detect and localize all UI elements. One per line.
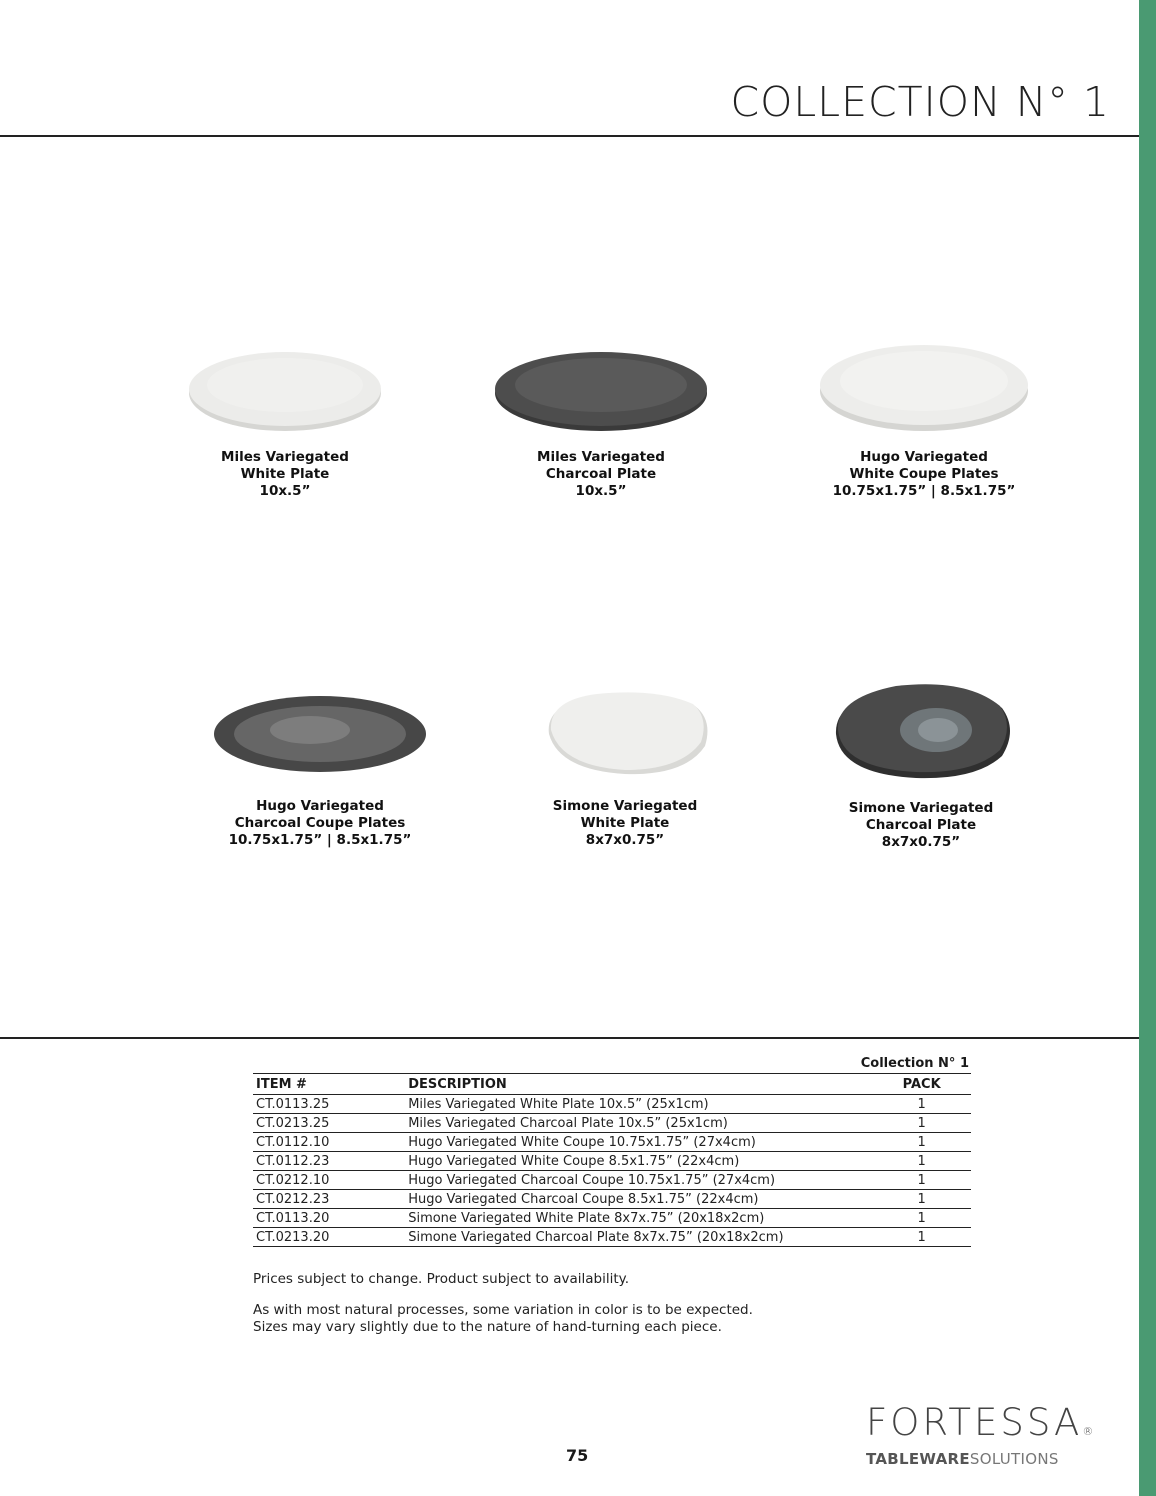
product-caption [170, 798, 470, 849]
item-table [253, 1074, 971, 1247]
product-name: Simone Variegated [848, 800, 994, 816]
column-header-item: ITEM # [253, 1074, 405, 1095]
cell-pack: 1 [872, 1095, 971, 1114]
product-type: Charcoal Plate [865, 817, 977, 833]
note-prices: Prices subject to change. Product subject to availability. [253, 1271, 629, 1287]
product-name: Hugo Variegated [256, 798, 384, 814]
column-header-pack: PACK [872, 1074, 971, 1095]
product-name: Hugo Variegated [860, 449, 988, 465]
table-row [253, 1095, 971, 1114]
product-card [475, 686, 775, 849]
bowl-icon [210, 690, 430, 782]
product-size: 10.75x1.75” | 8.5x1.75” [228, 832, 412, 848]
table-row [253, 1190, 971, 1209]
product-card [771, 680, 1071, 851]
table-row [253, 1114, 971, 1133]
column-header-description: DESCRIPTION [405, 1074, 872, 1095]
page-number: 75 [566, 1446, 589, 1465]
product-size: 10x.5” [259, 483, 311, 499]
product-card [451, 345, 751, 500]
product-card [170, 690, 470, 849]
note-sizes-line: Sizes may vary slightly due to the nature of hand-turning each piece. [253, 1319, 722, 1335]
cell-pack: 1 [872, 1171, 971, 1190]
plate-icon [816, 335, 1032, 433]
plate-icon [535, 686, 715, 782]
table-header-row [253, 1074, 971, 1095]
table-row [253, 1133, 971, 1152]
product-size: 10x.5” [575, 483, 627, 499]
accent-side-bar [1139, 0, 1156, 1496]
product-size: 8x7x0.75” [881, 834, 961, 850]
logo-wordmark [866, 1401, 1094, 1451]
product-card [774, 335, 1074, 500]
section-divider [0, 1037, 1139, 1039]
cell-pack: 1 [872, 1152, 971, 1171]
cell-item: CT.0113.25 [253, 1095, 405, 1114]
product-caption [475, 798, 775, 849]
page-title: COLLECTION N° 1 [730, 78, 1110, 126]
cell-description: Miles Variegated Charcoal Plate 10x.5” (25x1cm) [405, 1114, 872, 1133]
table-row [253, 1152, 971, 1171]
cell-description: Hugo Variegated White Coupe 10.75x1.75” (27x4cm) [405, 1133, 872, 1152]
cell-pack: 1 [872, 1133, 971, 1152]
cell-description: Hugo Variegated White Coupe 8.5x1.75” (22x4cm) [405, 1152, 872, 1171]
product-type: Charcoal Coupe Plates [234, 815, 406, 831]
product-type: Charcoal Plate [545, 466, 657, 482]
cell-item: CT.0112.10 [253, 1133, 405, 1152]
logo-tagline-bold: TABLEWARE [866, 1450, 970, 1468]
product-name: Simone Variegated [552, 798, 698, 814]
cell-item: CT.0212.10 [253, 1171, 405, 1190]
notes [253, 1271, 753, 1350]
table-row [253, 1228, 971, 1247]
cell-item: CT.0112.23 [253, 1152, 405, 1171]
product-type: White Coupe Plates [849, 466, 999, 482]
plate-icon [491, 345, 711, 433]
logo-main-text: FORTESSA [866, 1401, 1083, 1444]
logo-registered-mark: ® [1082, 1425, 1094, 1438]
table-collection-label: Collection N° 1 [253, 1055, 971, 1074]
product-size: 8x7x0.75” [585, 832, 665, 848]
product-caption [451, 449, 751, 500]
table-row [253, 1209, 971, 1228]
cell-description: Simone Variegated Charcoal Plate 8x7x.75” (20x18x2cm) [405, 1228, 872, 1247]
product-name: Miles Variegated [221, 449, 349, 465]
item-table-section [253, 1055, 971, 1247]
product-caption [771, 800, 1071, 851]
product-type: White Plate [240, 466, 330, 482]
cell-item: CT.0213.25 [253, 1114, 405, 1133]
logo-tagline [866, 1451, 1086, 1467]
plate-icon [185, 345, 385, 433]
cell-pack: 1 [872, 1209, 971, 1228]
note-variation-line: As with most natural processes, some variation in color is to be expected. [253, 1302, 753, 1318]
cell-pack: 1 [872, 1114, 971, 1133]
cell-item: CT.0212.23 [253, 1190, 405, 1209]
product-caption [135, 449, 435, 500]
cell-description: Miles Variegated White Plate 10x.5” (25x1cm) [405, 1095, 872, 1114]
logo-tagline-light: SOLUTIONS [969, 1450, 1059, 1468]
cell-item: CT.0213.20 [253, 1228, 405, 1247]
cell-pack: 1 [872, 1190, 971, 1209]
cell-description: Hugo Variegated Charcoal Coupe 10.75x1.75” (27x4cm) [405, 1171, 872, 1190]
cell-item: CT.0113.20 [253, 1209, 405, 1228]
header-divider [0, 135, 1139, 137]
product-size: 10.75x1.75” | 8.5x1.75” [832, 483, 1016, 499]
product-caption [774, 449, 1074, 500]
plate-icon [826, 680, 1016, 784]
product-type: White Plate [580, 815, 670, 831]
note-variation [253, 1302, 753, 1336]
cell-pack: 1 [872, 1228, 971, 1247]
brand-logo [866, 1401, 1094, 1468]
cell-description: Simone Variegated White Plate 8x7x.75” (20x18x2cm) [405, 1209, 872, 1228]
table-row [253, 1171, 971, 1190]
cell-description: Hugo Variegated Charcoal Coupe 8.5x1.75” (22x4cm) [405, 1190, 872, 1209]
product-name: Miles Variegated [537, 449, 665, 465]
product-card [135, 345, 435, 500]
